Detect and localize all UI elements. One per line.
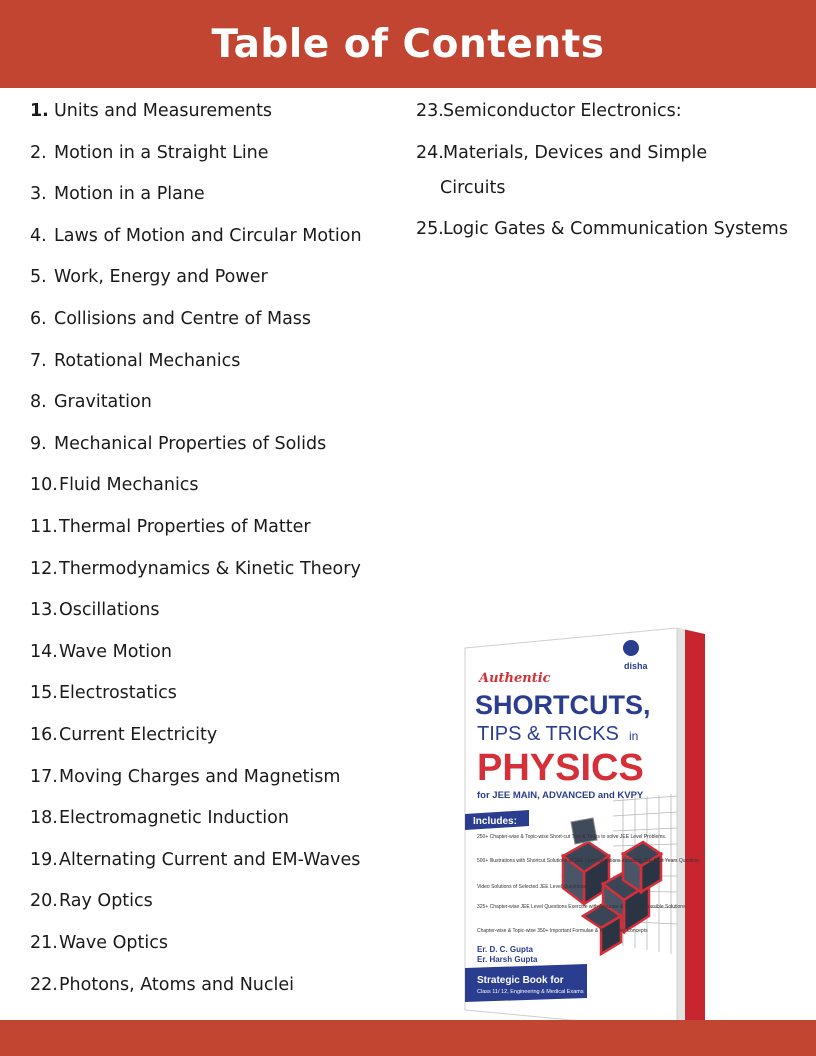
toc-entry-title: Photons, Atoms and Nuclei bbox=[59, 974, 294, 995]
toc-entry bbox=[30, 306, 311, 332]
toc-entry-number: 10. bbox=[30, 475, 58, 496]
toc-entry-title: Motion in a Straight Line bbox=[54, 142, 269, 163]
toc-entry-title: Oscillations bbox=[59, 600, 160, 621]
toc-entry bbox=[30, 888, 153, 914]
toc-entry bbox=[30, 348, 240, 374]
toc-entry bbox=[30, 972, 294, 998]
toc-entry-number: 14. bbox=[30, 641, 58, 662]
svg-text:250+ Chapter-wise & Topic-wise: 250+ Chapter-wise & Topic-wise Short-cut Tips & Tricks to solve JEE Level Problems. bbox=[477, 834, 667, 840]
toc-entry bbox=[30, 223, 362, 249]
toc-entry-title: Work, Energy and Power bbox=[54, 267, 268, 288]
toc-entry bbox=[30, 764, 340, 790]
toc-entry-number: 7. bbox=[30, 350, 47, 371]
toc-entry-title: Mechanical Properties of Solids bbox=[54, 433, 327, 454]
book-title-in: in bbox=[629, 729, 639, 743]
toc-entry-title: Units and Measurements bbox=[54, 101, 273, 121]
toc-entry-title: Fluid Mechanics bbox=[59, 475, 199, 496]
book-cover-image bbox=[463, 626, 708, 1030]
toc-entry bbox=[30, 556, 361, 582]
toc-entry-title: Electrostatics bbox=[59, 683, 177, 704]
toc-entry bbox=[416, 216, 788, 242]
book-title-line2: TIPS & TRICKS bbox=[477, 723, 619, 745]
book-authentic: Authentic bbox=[479, 671, 551, 686]
toc-entry-title: Wave Optics bbox=[59, 933, 168, 953]
svg-text:325+ Chapter-wise JEE Level Qu: 325+ Chapter-wise JEE Level Questions Exercise with Accurate & Shortest Possible Solutions. bbox=[477, 904, 687, 910]
book-author-1: Er. D. C. Gupta bbox=[477, 945, 534, 954]
toc-entry bbox=[30, 140, 269, 166]
toc-entry-title: Wave Motion bbox=[59, 641, 172, 662]
toc-entry bbox=[30, 264, 268, 290]
toc-entry bbox=[30, 514, 311, 540]
toc-entry-number: 12. bbox=[30, 558, 58, 579]
book-title-line3: PHYSICS bbox=[477, 747, 644, 789]
toc-entry-number: 4. bbox=[30, 225, 47, 246]
toc-entry-number: 19. bbox=[30, 849, 58, 870]
toc-entry bbox=[30, 431, 326, 457]
toc-entry-number: 15. bbox=[30, 683, 58, 704]
toc-entry-title: Electromagnetic Induction bbox=[59, 808, 289, 829]
toc-entry-title: Rotational Mechanics bbox=[54, 350, 241, 371]
svg-text:500+ Illustrations with Shortc: 500+ Illustrations with Shortcut Solutions of JEE Level Questions including JEE Past Years Question. bbox=[477, 858, 701, 864]
toc-entry bbox=[30, 472, 199, 498]
book-author-2: Er. Harsh Gupta bbox=[477, 955, 538, 964]
toc-entry-title: Materials, Devices and Simple bbox=[443, 142, 708, 163]
toc-entry-title: Moving Charges and Magnetism bbox=[59, 766, 341, 787]
toc-entry-title: Motion in a Plane bbox=[54, 184, 205, 205]
toc-entry bbox=[30, 98, 272, 124]
page-title: Table of Contents bbox=[211, 22, 605, 67]
toc-entry bbox=[30, 805, 289, 831]
toc-entry bbox=[30, 597, 159, 623]
toc-entry-title: Gravitation bbox=[54, 392, 152, 413]
toc-entry-number: 2. bbox=[30, 142, 47, 163]
toc-entry-number: 9. bbox=[30, 433, 47, 454]
toc-entry-number: 11. bbox=[30, 517, 58, 537]
toc-entry-number: 6. bbox=[30, 309, 47, 329]
book-title-line1: SHORTCUTS, bbox=[475, 690, 651, 720]
toc-entry-number: 1. bbox=[30, 101, 49, 121]
toc-entry-number: 13. bbox=[30, 600, 58, 621]
book-includes-label: Includes: bbox=[473, 816, 517, 827]
toc-entry-number: 5. bbox=[30, 267, 47, 288]
footer-banner bbox=[0, 1020, 816, 1056]
toc-entry-number: 20. bbox=[30, 891, 58, 912]
toc-entry-title: Alternating Current and EM-Waves bbox=[59, 849, 361, 870]
toc-entry-number: 25. bbox=[416, 219, 444, 240]
toc-entry-title: Laws of Motion and Circular Motion bbox=[54, 225, 362, 246]
toc-entry bbox=[30, 722, 217, 748]
toc-entry-title: Collisions and Centre of Mass bbox=[54, 309, 312, 329]
toc-entry-title: Current Electricity bbox=[59, 725, 218, 745]
toc-entry-number: 21. bbox=[30, 933, 58, 953]
toc-entry bbox=[30, 930, 168, 956]
toc-entry-number: 17. bbox=[30, 766, 58, 787]
toc-entry-title: Thermal Properties of Matter bbox=[59, 517, 311, 537]
toc-entry bbox=[30, 847, 360, 873]
toc-entry-title: Thermodynamics & Kinetic Theory bbox=[59, 558, 361, 579]
book-strategic-sub: Class 11/ 12, Engineering & Medical Exams bbox=[477, 989, 584, 995]
toc-entry-number: 22. bbox=[30, 974, 58, 995]
toc-entry bbox=[30, 639, 172, 665]
book-strategic-label: Strategic Book for bbox=[477, 975, 564, 986]
toc-entry-number: 23. bbox=[416, 101, 444, 121]
book-subtitle: for JEE MAIN, ADVANCED and KVPY bbox=[477, 790, 644, 801]
toc-entry-title: Logic Gates & Communication Systems bbox=[443, 219, 788, 240]
toc-entry bbox=[30, 181, 205, 207]
svg-text:Video Solutions of Selected JE: Video Solutions of Selected JEE Level Questions. bbox=[477, 884, 588, 890]
toc-entry-number: 18. bbox=[30, 808, 58, 829]
toc-entry bbox=[30, 389, 152, 415]
toc-entry-title: Semiconductor Electronics: bbox=[443, 101, 682, 121]
toc-entry-number: 8. bbox=[30, 392, 47, 413]
toc-entry-title: Ray Optics bbox=[59, 891, 153, 912]
toc-entry bbox=[416, 140, 707, 201]
toc-entry bbox=[416, 98, 682, 124]
toc-entry-title-continued: Circuits bbox=[440, 177, 506, 198]
toc-entry-number: 16. bbox=[30, 725, 58, 745]
toc-entry-number: 3. bbox=[30, 184, 47, 205]
publisher-logo: disha bbox=[624, 661, 648, 671]
toc-entry-number: 24. bbox=[416, 142, 444, 163]
svg-text:Chapter-wise & Topic-wise 350+: Chapter-wise & Topic-wise 350+ Important Formulae & Key Theory Concepts bbox=[477, 928, 648, 934]
title-banner bbox=[0, 0, 816, 88]
toc-entry bbox=[30, 680, 177, 706]
